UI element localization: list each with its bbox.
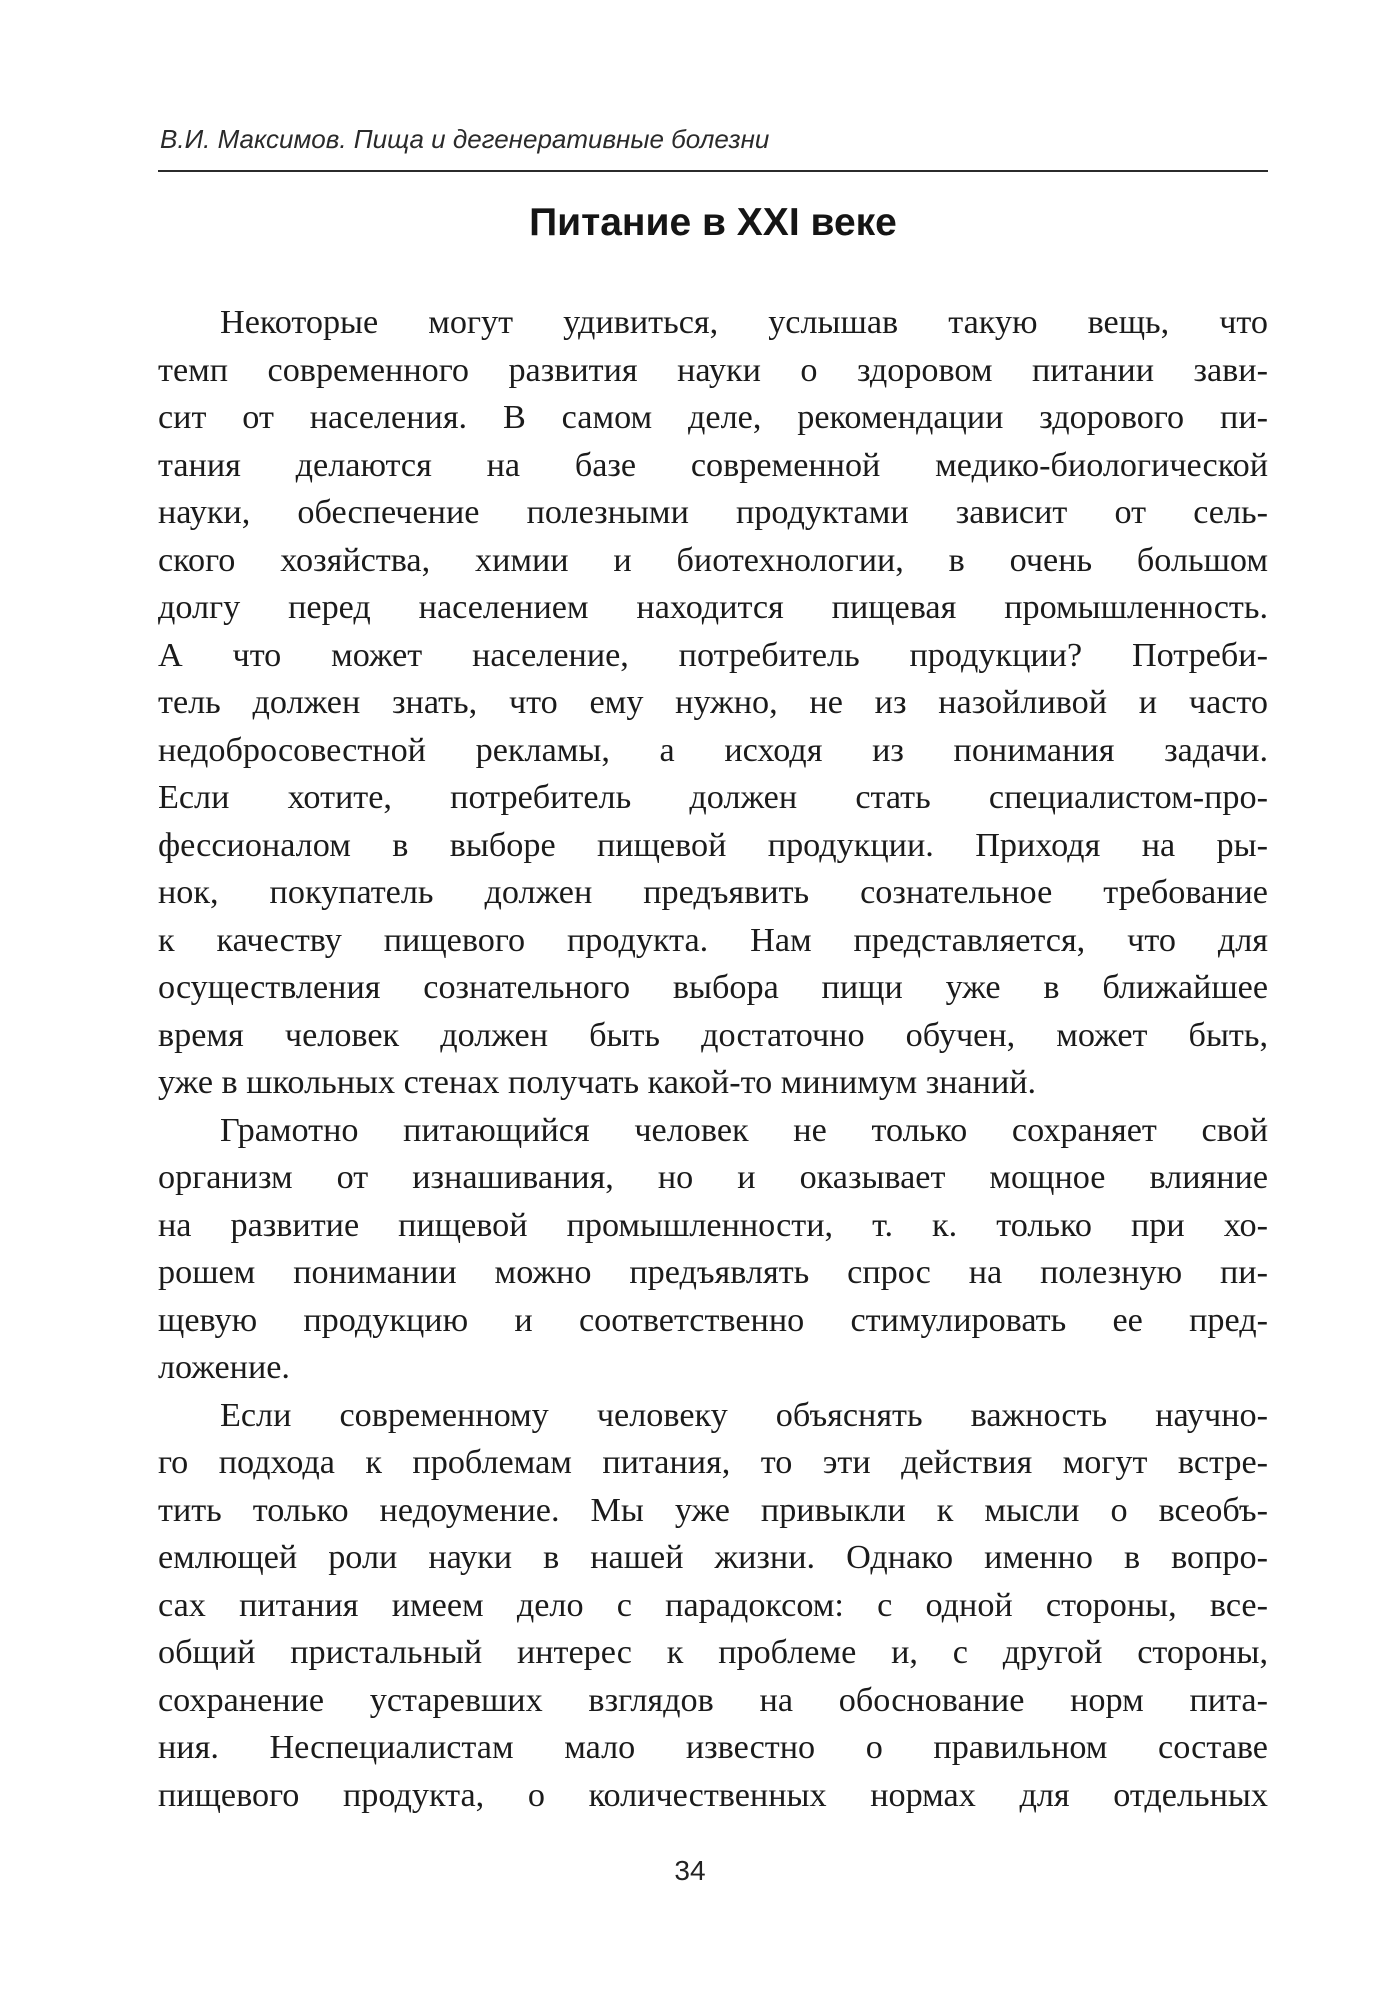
text-line: рошем понимании можно предъявлять спрос на полезную пи- (158, 1254, 1268, 1291)
text-line: емлющей роли науки в нашей жизни. Однако именно в вопро- (158, 1539, 1268, 1576)
text-line: осуществления сознательного выбора пищи уже в ближайшее (158, 969, 1268, 1006)
body-text (158, 299, 1268, 1819)
chapter-title: Питание в XXI веке (529, 201, 897, 244)
text-line: науки, обеспечение полезными продуктами зависит от сель- (158, 494, 1268, 531)
text-line: тить только недоумение. Мы уже привыкли к мысли о всеобъ- (158, 1491, 1268, 1529)
text-line: нок, покупатель должен предъявить сознательное требование (158, 874, 1268, 911)
text-line: темп современного развития науки о здоровом питании зави- (158, 351, 1268, 389)
header-rule (158, 170, 1268, 172)
text-line: долгу перед населением находится пищевая промышленность. (158, 589, 1268, 626)
text-line: недобросовестной рекламы, а исходя из понимания задачи. (158, 731, 1268, 769)
running-head: В.И. Максимов. Пища и дегенеративные болезни (160, 124, 770, 154)
text-line: к качеству пищевого продукта. Нам представляется, что для (158, 921, 1268, 959)
text-line: тания делаются на базе современной медико-биологической (158, 446, 1268, 484)
text-line: пищевого продукта, о количественных нормах для отдельных (158, 1776, 1268, 1814)
text-line: ния. Неспециалистам мало известно о правильном составе (158, 1729, 1268, 1766)
text-line: го подхода к проблемам питания, то эти действия могут встре- (158, 1444, 1268, 1481)
text-line: общий пристальный интерес к проблеме и, с другой стороны, (158, 1634, 1268, 1671)
text-line: сах питания имеем дело с парадоксом: с одной стороны, все- (158, 1586, 1268, 1624)
text-line: Некоторые могут удивиться, услышав такую вещь, что (220, 304, 1268, 341)
text-line: на развитие пищевой промышленности, т. к. только при хо- (158, 1206, 1268, 1244)
text-line: ского хозяйства, химии и биотехнологии, в очень большом (158, 541, 1268, 579)
text-line: Если современному человеку объяснять важность научно- (220, 1396, 1268, 1434)
text-line: ложение. (158, 1349, 290, 1386)
text-line: щевую продукцию и соответственно стимулировать ее пред- (158, 1301, 1268, 1339)
text-line: уже в школьных стенах получать какой-то минимум знаний. (158, 1064, 1037, 1101)
text-line: сит от населения. В самом деле, рекомендации здорового пи- (158, 399, 1268, 436)
text-line: сохранение устаревших взглядов на обоснование норм пита- (158, 1681, 1268, 1719)
text-line: время человек должен быть достаточно обучен, может быть, (158, 1016, 1268, 1054)
text-line: Грамотно питающийся человек не только сохраняет свой (220, 1111, 1268, 1149)
text-line: А что может население, потребитель продукции? Потреби- (158, 636, 1268, 674)
text-line: фессионалом в выборе пищевой продукции. Приходя на ры- (158, 826, 1268, 864)
page-number: 34 (674, 1855, 706, 1886)
text-line: организм от изнашивания, но и оказывает мощное влияние (158, 1159, 1268, 1196)
text-line: Если хотите, потребитель должен стать специалистом-про- (158, 779, 1268, 816)
text-line: тель должен знать, что ему нужно, не из назойливой и часто (158, 684, 1268, 721)
